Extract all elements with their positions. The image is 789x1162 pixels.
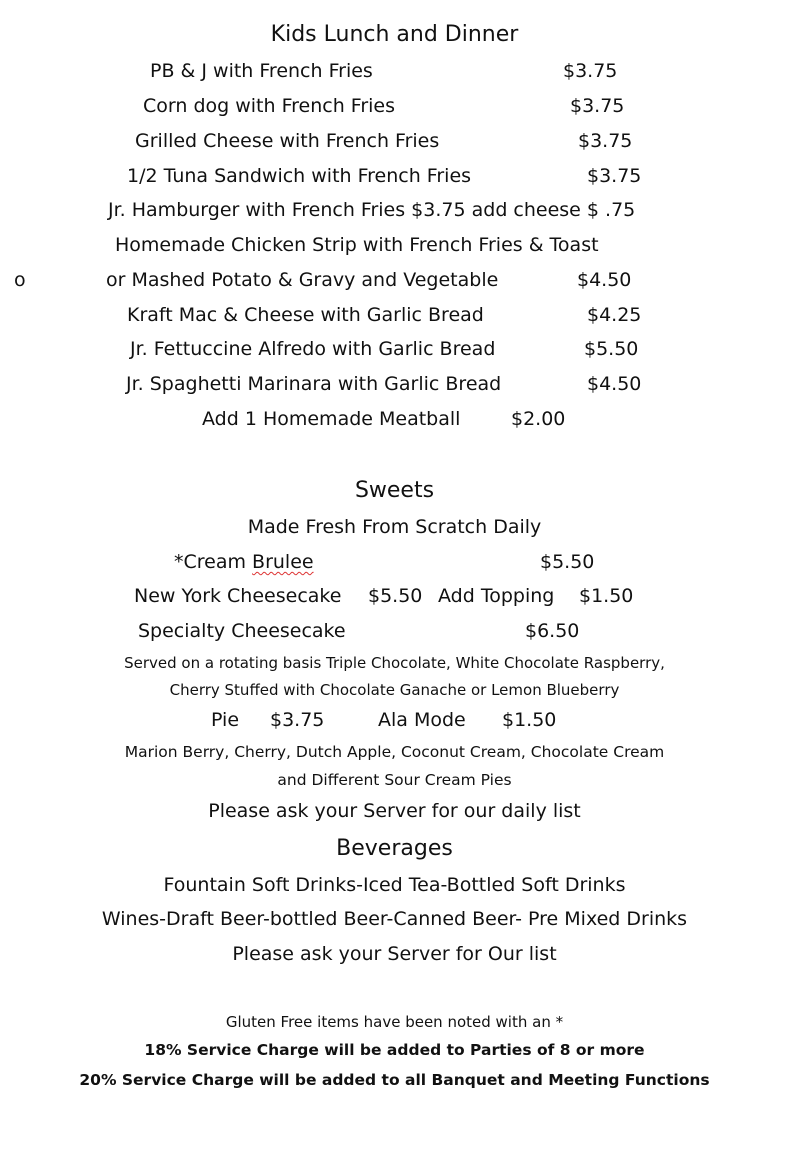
menu-item-price: $3.75: [578, 130, 633, 152]
topping-addon-price: $1.50: [579, 585, 634, 607]
topping-addon-name: Add Topping: [438, 585, 555, 607]
menu-item-price: $6.50: [525, 620, 580, 642]
specialty-note: Served on a rotating basis Triple Chocolate, White Chocolate Raspberry,: [124, 654, 665, 672]
beverages-line: Wines-Draft Beer-bottled Beer-Canned Beer- Pre Mixed Drinks: [101, 908, 688, 930]
menu-item-price: $4.25: [587, 304, 642, 326]
meatball-addon-price: $2.00: [511, 408, 566, 430]
beverages-line: Fountain Soft Drinks-Iced Tea-Bottled Soft Drinks: [163, 874, 626, 896]
pie-flavors-note: and Different Sour Cream Pies: [277, 771, 512, 789]
menu-item-price: $4.50: [577, 269, 632, 291]
sweets-subtitle: Made Fresh From Scratch Daily: [247, 516, 542, 538]
meatball-addon-name: Add 1 Homemade Meatball: [202, 408, 461, 430]
sweets-section-title: Sweets: [354, 478, 435, 503]
pie-flavors-note: Marion Berry, Cherry, Dutch Apple, Coconut Cream, Chocolate Cream: [124, 743, 665, 761]
chicken-strip-line-2: or Mashed Potato & Gravy and Vegetable: [106, 269, 499, 291]
gluten-free-marker: *: [174, 551, 184, 573]
spellcheck-word: Brulee: [252, 551, 314, 573]
service-charge-banquet: 20% Service Charge will be added to all Banquet and Meeting Functions: [79, 1071, 710, 1089]
menu-item-name: Kraft Mac & Cheese with Garlic Bread: [127, 304, 484, 326]
menu-item-price: $5.50: [584, 338, 639, 360]
menu-item-name: 1/2 Tuna Sandwich with French Fries: [127, 165, 472, 187]
pie-name: Pie: [211, 709, 240, 731]
menu-item-price: $5.50: [540, 551, 595, 573]
menu-item-name: New York Cheesecake: [134, 585, 342, 607]
alamode-name: Ala Mode: [378, 709, 466, 731]
beverages-section-title: Beverages: [336, 836, 453, 861]
pie-price: $3.75: [270, 709, 325, 731]
menu-item-price: $4.50: [587, 373, 642, 395]
kids-section-title: Kids Lunch and Dinner: [270, 22, 519, 47]
specialty-note: Cherry Stuffed with Chocolate Ganache or Lemon Blueberry: [169, 681, 620, 699]
gluten-free-note: Gluten Free items have been noted with an *: [225, 1013, 564, 1031]
menu-item-price: $3.75: [587, 165, 642, 187]
service-charge-parties: 18% Service Charge will be added to Parties of 8 or more: [144, 1041, 645, 1059]
sweets-ask-server: Please ask your Server for our daily list: [208, 800, 581, 822]
menu-item-price: $3.75: [570, 95, 625, 117]
stray-mark: o: [14, 269, 26, 291]
menu-item-name: Jr. Fettuccine Alfredo with Garlic Bread: [130, 338, 496, 360]
menu-item-price: $3.75: [563, 60, 618, 82]
cream-brulee-name: *Cream Brulee: [174, 551, 314, 573]
chicken-strip-line: Homemade Chicken Strip with French Fries & Toast: [115, 234, 599, 256]
beverages-ask-server: Please ask your Server for Our list: [232, 943, 557, 965]
menu-item-name: Corn dog with French Fries: [143, 95, 396, 117]
menu-item-price: $5.50: [368, 585, 423, 607]
hamburger-line: Jr. Hamburger with French Fries $3.75 add cheese $ .75: [108, 199, 636, 221]
alamode-price: $1.50: [502, 709, 557, 731]
menu-item-name: Jr. Spaghetti Marinara with Garlic Bread: [126, 373, 502, 395]
menu-item-name: PB & J with French Fries: [150, 60, 373, 82]
menu-item-name: Specialty Cheesecake: [138, 620, 346, 642]
menu-item-name: Grilled Cheese with French Fries: [135, 130, 440, 152]
